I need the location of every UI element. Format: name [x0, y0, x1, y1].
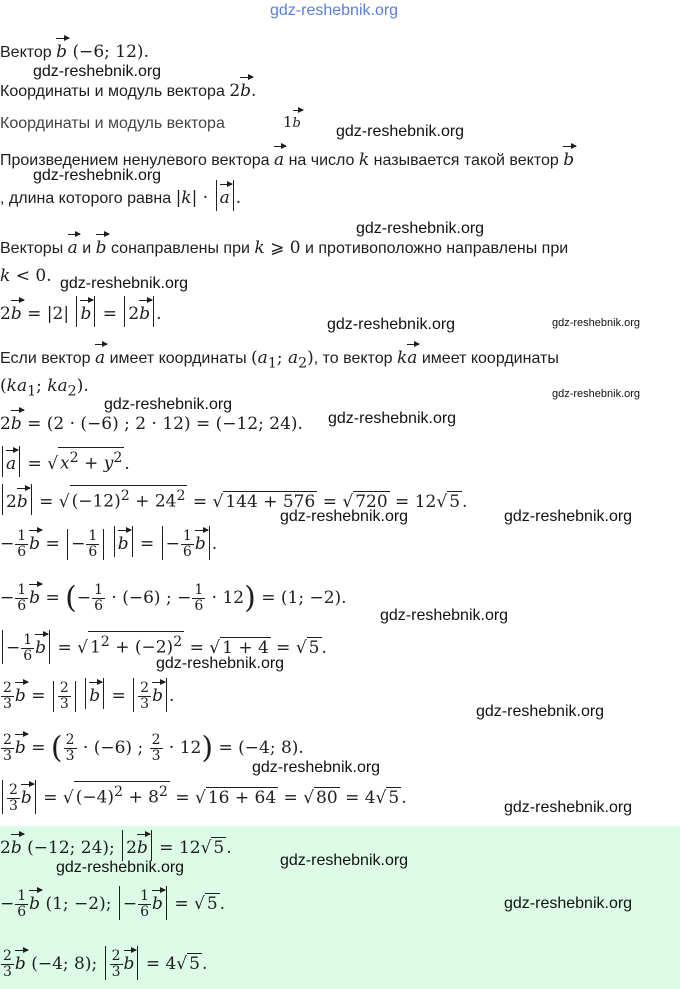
watermark: gdz-reshebnik.org [504, 799, 633, 816]
watermark: gdz-reshebnik.org [327, 316, 456, 333]
def-text-1: Произведением ненулевого вектора [0, 152, 270, 169]
codir-text-1: Векторы [0, 240, 64, 257]
codir-text-4: и противоположно направлены при [305, 240, 569, 257]
coords-rule-line-2: ($ka_1$; $ka_2$). [0, 376, 89, 400]
def-text-3: называется такой вектор [373, 152, 559, 169]
watermark: gdz-reshebnik.org [504, 508, 633, 525]
watermark: gdz-reshebnik.org [328, 410, 457, 427]
watermark: gdz-reshebnik.org [504, 895, 633, 912]
watermark: gdz-reshebnik.org [280, 852, 409, 869]
watermark: gdz-reshebnik.org [356, 220, 485, 237]
codir-text-3: сонаправлены при [110, 240, 250, 257]
formula-minus-sixth-coords: − $\frac{1}{6}$ b = (− $\frac{1}{6}$ · (−6) ; − $\frac{1}{6}$ · 12) = (1; −2). [0, 580, 347, 616]
formula-minus-sixth-modulus: − $\frac{1}{6}$ b = √ $1^2 + (-2)^2$ = √ 1 + 4 = √ 5 . [0, 630, 327, 664]
watermark: gdz-reshebnik.org [552, 317, 641, 329]
watermark: gdz-reshebnik.org [104, 396, 233, 413]
formula-modulus-2b-value: 2b = √ $(-12)^2 + 24^2$ = √ 144 + 576 = √ 720 = 12√ 5 . [0, 484, 467, 515]
formula-modulus-two-thirds: $\frac{2}{3}$ b = $\frac{2}{3}$ b = $\frac{2}{3}$ b . [3, 680, 175, 712]
b-coords: (−6; 12). [72, 42, 149, 62]
codirected-line-1: Векторы a и b сонаправлены при k ⩾ 0 и противоположно направлены при [0, 230, 568, 259]
watermark: gdz-reshebnik.org [552, 388, 641, 400]
vector-label: Вектор [0, 44, 52, 61]
definition-line-1: Произведением ненулевого вектора a на число k называется такой вектор b [0, 142, 574, 171]
task-line-2: Координаты и модуль вектора 2b. [0, 73, 256, 102]
watermark: gdz-reshebnik.org [280, 508, 409, 525]
watermark: gdz-reshebnik.org [476, 703, 605, 720]
watermark: gdz-reshebnik.org [60, 275, 189, 292]
task-line-2-text: Координаты и модуль вектора [0, 83, 225, 100]
answer-line-2: − $\frac{1}{6}$ b (1; −2); − $\frac{1}{6}$ b = √ 5 . [0, 888, 226, 920]
fraction-fragment: 1b [283, 106, 301, 133]
formula-modulus-2b: 2b = |2| b = 2b . [0, 296, 162, 327]
formula-2b-coords: 2b = (2 · (−6) ; 2 · 12) = (−12; 24). [0, 406, 303, 434]
coords-text-4: имеет координаты [421, 350, 559, 367]
def-text-4: , длина которого равна [0, 190, 172, 207]
def-text-2: на число [288, 152, 355, 169]
coords-text-2: имеет координаты [109, 350, 247, 367]
formula-modulus-general: a = √ $x^2 + y^2$ . [0, 446, 130, 477]
answer-line-3: $\frac{2}{3}$ b (−4; 8); $\frac{2}{3}$ b = 4√ 5 . [3, 948, 208, 980]
formula-modulus-minus-sixth: − $\frac{1}{6}$ b = − $\frac{1}{6}$ b = − $\frac{1}{6}$ b . [0, 528, 218, 560]
watermark: gdz-reshebnik.org [33, 63, 162, 80]
codir-text-2: и [82, 240, 92, 257]
answer-line-1: 2b (−12; 24); 2b = 12√ 5 . [0, 830, 232, 861]
watermark: gdz-reshebnik.org [33, 167, 162, 184]
codirected-line-2: k < 0. [0, 266, 52, 286]
watermark: gdz-reshebnik.org [336, 123, 465, 140]
definition-line-2: , длина которого равна |k| · a . [0, 180, 241, 211]
coords-rule-line-1: Если вектор a имеет координаты ($a_1$; $a_2$), то вектор ka имеет координаты [0, 340, 559, 373]
task-line-1: Вектор b (−6; 12). [0, 34, 149, 63]
site-header-link[interactable]: gdz-reshebnik.org [270, 2, 399, 19]
watermark: gdz-reshebnik.org [56, 859, 185, 876]
coords-text-3: , то вектор [313, 350, 393, 367]
watermark: gdz-reshebnik.org [252, 759, 381, 776]
task-line-3-text: Координаты и модуль вектора [0, 115, 225, 132]
formula-two-thirds-modulus: $\frac{2}{3}$ b = √ $(-4)^2 + 8^2$ = √ 16 + 64 = √ 80 = 4√ 5 . [0, 780, 407, 814]
watermark: gdz-reshebnik.org [380, 607, 509, 624]
task-line-3-clipped [0, 115, 280, 132]
coords-text-1: Если вектор [0, 350, 91, 367]
watermark: gdz-reshebnik.org [156, 655, 285, 672]
formula-two-thirds-coords: $\frac{2}{3}$ b = ( $\frac{2}{3}$ · (−6) ; $\frac{2}{3}$ · 12) = (−4; 8). [3, 730, 304, 766]
